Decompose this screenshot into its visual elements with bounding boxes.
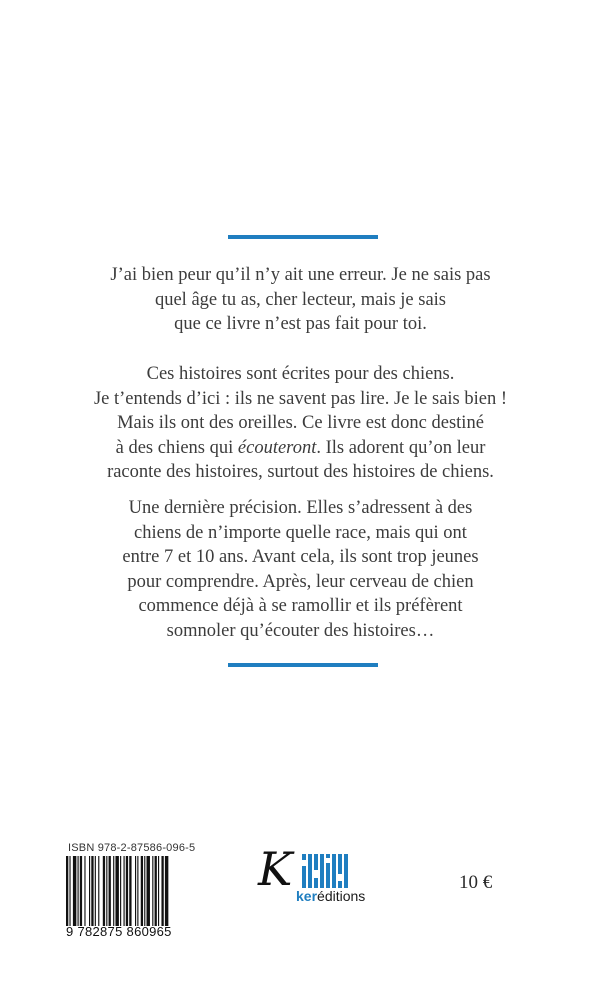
blurb-line	[60, 436, 541, 461]
emphasis-text: écouteront	[237, 437, 317, 458]
publisher-name-editions: éditions	[317, 888, 366, 904]
blurb-line: pour comprendre. Après, leur cerveau de chien	[127, 571, 474, 592]
blurb-line: que ce livre n’est pas fait pour toi.	[174, 314, 427, 334]
publisher-name-ker: ker	[296, 888, 318, 904]
blurb-paragraph-1	[60, 263, 541, 337]
blurb-paragraph-2	[60, 362, 541, 485]
isbn-label: ISBN 978-2-87586-096-5	[68, 842, 196, 854]
barcode-digits: 9 782875 860965	[66, 924, 172, 939]
logo-mark: K	[258, 842, 293, 896]
blurb-line: chiens de n’importe quelle race, mais qui ont	[134, 522, 467, 543]
blurb-line: Je t’entends d’ici : ils ne savent pas lire. Je le sais bien !	[93, 388, 508, 409]
blurb-text: . Ils adorent qu’on leur	[316, 437, 486, 458]
blurb-text: à des chiens qui	[115, 437, 238, 458]
blurb-line: raconte des histoires, surtout des histoires de chiens.	[107, 462, 494, 482]
blurb-line: entre 7 et 10 ans. Avant cela, ils sont trop jeunes	[122, 547, 479, 567]
price-label: 10 €	[459, 872, 493, 893]
bottom-divider	[228, 663, 378, 667]
barcode-icon	[66, 856, 196, 926]
publisher-name	[296, 888, 365, 904]
blurb-line: Ces histoires sont écrites pour des chiens.	[146, 364, 455, 384]
blurb-paragraph-3	[60, 496, 541, 643]
top-divider	[228, 235, 378, 239]
blurb-line: commence déjà à se ramollir et ils préfèrent	[138, 596, 463, 616]
blurb-line: somnoler qu’écouter des histoires…	[166, 620, 435, 641]
blurb-line: quel âge tu as, cher lecteur, mais je sais	[154, 289, 447, 310]
blurb-line: Une dernière précision. Elles s’adressent à des	[128, 498, 473, 518]
blurb-line: J’ai bien peur qu’il n’y ait une erreur. Je ne sais pas	[110, 265, 491, 285]
blurb-line: Mais ils ont des oreilles. Ce livre est donc destiné	[117, 413, 484, 433]
